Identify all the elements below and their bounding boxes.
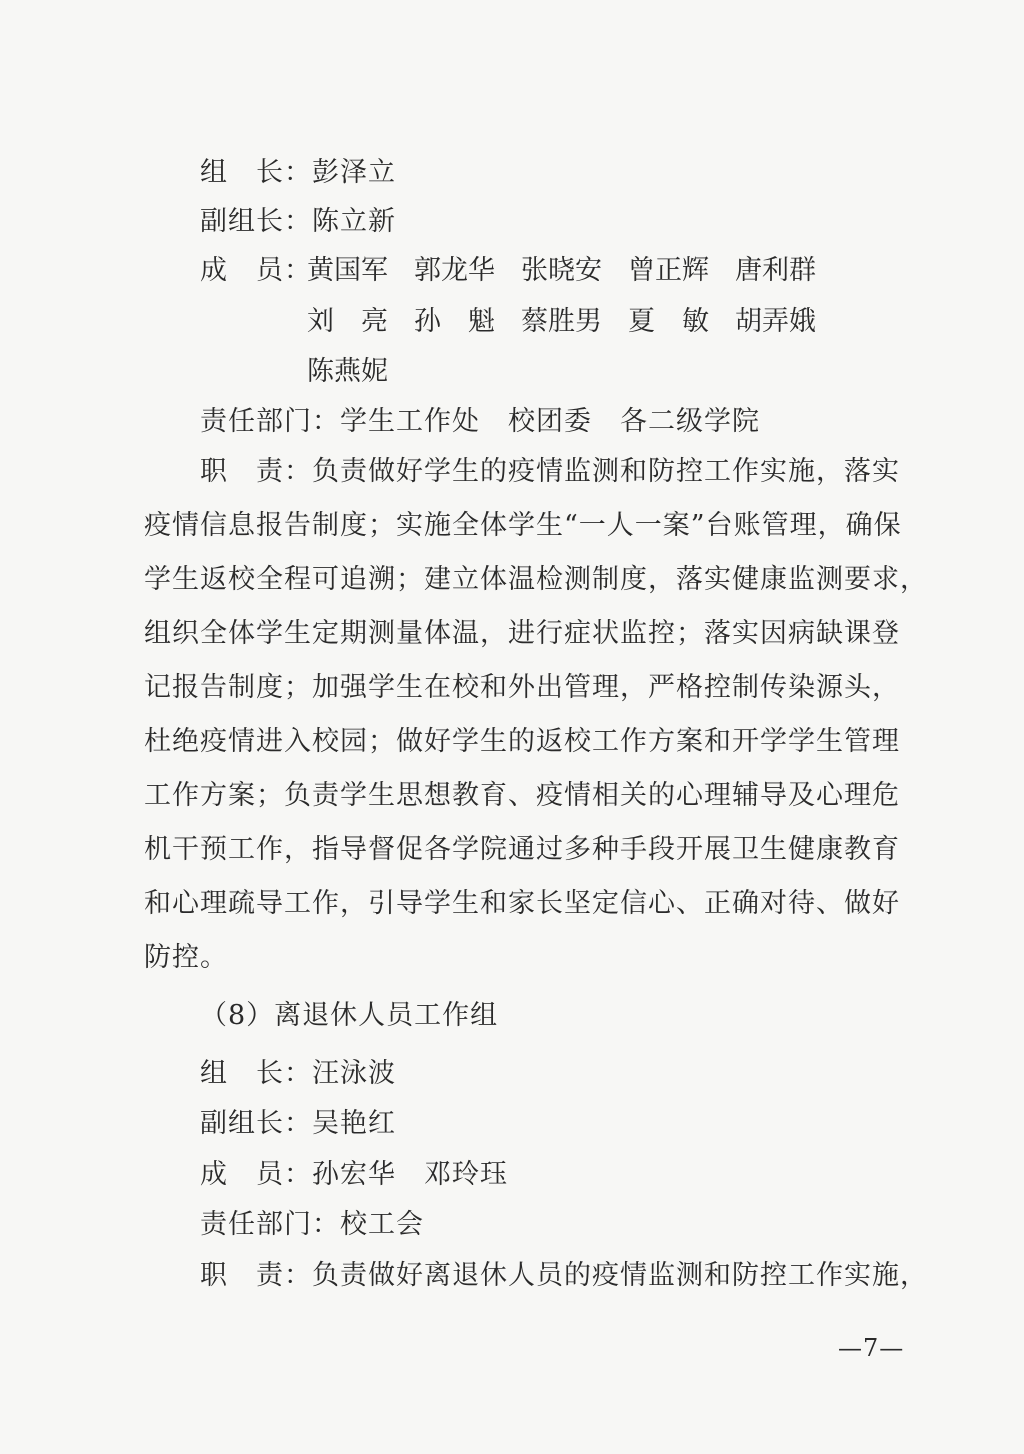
page-number: —7— bbox=[838, 1334, 905, 1362]
group7-duty-line: 工作方案；负责学生思想教育、疫情相关的心理辅导及心理危 bbox=[144, 780, 900, 811]
group7-duty-line: 杜绝疫情进入校园；做好学生的返校工作方案和开学学生管理 bbox=[144, 726, 900, 757]
member-name: 孙 魁 bbox=[414, 306, 495, 337]
group7-deputy: 副组长：陈立新 bbox=[200, 206, 396, 237]
member-name: 蔡胜男 bbox=[521, 306, 602, 337]
member-name: 张晓安 bbox=[521, 255, 602, 286]
group7-leader: 组 长：彭泽立 bbox=[200, 157, 396, 188]
group7-dept: 责任部门：学生工作处 校团委 各二级学院 bbox=[200, 406, 760, 437]
group7-members-row1 bbox=[307, 251, 842, 291]
member-name: 黄国军 bbox=[307, 255, 388, 286]
group7-duty-line: 疫情信息报告制度；实施全体学生“一人一案”台账管理，确保 bbox=[144, 510, 902, 541]
group8-dept: 责任部门：校工会 bbox=[200, 1209, 424, 1240]
group7-members-row3 bbox=[307, 352, 414, 392]
group8-leader: 组 长：汪泳波 bbox=[200, 1058, 396, 1089]
group7-members-row2 bbox=[307, 302, 842, 342]
member-name: 夏 敏 bbox=[628, 306, 709, 337]
member-name: 曾正辉 bbox=[628, 255, 709, 286]
group7-duty-line: 和心理疏导工作，引导学生和家长坚定信心、正确对待、做好 bbox=[144, 888, 900, 919]
member-name: 陈燕妮 bbox=[307, 356, 388, 387]
group8-heading: （8）离退休人员工作组 bbox=[200, 1000, 499, 1031]
group7-duty-line: 记报告制度；加强学生在校和外出管理，严格控制传染源头， bbox=[144, 672, 900, 703]
group7-duty-line: 防控。 bbox=[144, 942, 228, 973]
member-name: 胡弄娥 bbox=[735, 306, 816, 337]
group8-members: 成 员：孙宏华 邓玲珏 bbox=[200, 1159, 508, 1190]
group8-deputy: 副组长：吴艳红 bbox=[200, 1108, 396, 1139]
group8-duty-line: 职 责：负责做好离退休人员的疫情监测和防控工作实施， bbox=[200, 1260, 928, 1291]
member-name: 唐利群 bbox=[735, 255, 816, 286]
group7-duty-line: 学生返校全程可追溯；建立体温检测制度，落实健康监测要求， bbox=[144, 564, 928, 595]
member-name: 郭龙华 bbox=[414, 255, 495, 286]
member-name: 刘 亮 bbox=[307, 306, 388, 337]
group7-duty-line: 组织全体学生定期测量体温，进行症状监控；落实因病缺课登 bbox=[144, 618, 900, 649]
group7-duty-line: 职 责：负责做好学生的疫情监测和防控工作实施，落实 bbox=[200, 456, 900, 487]
group7-members-label: 成 员： bbox=[200, 255, 312, 286]
group7-duty-line: 机干预工作，指导督促各学院通过多种手段开展卫生健康教育 bbox=[144, 834, 900, 865]
